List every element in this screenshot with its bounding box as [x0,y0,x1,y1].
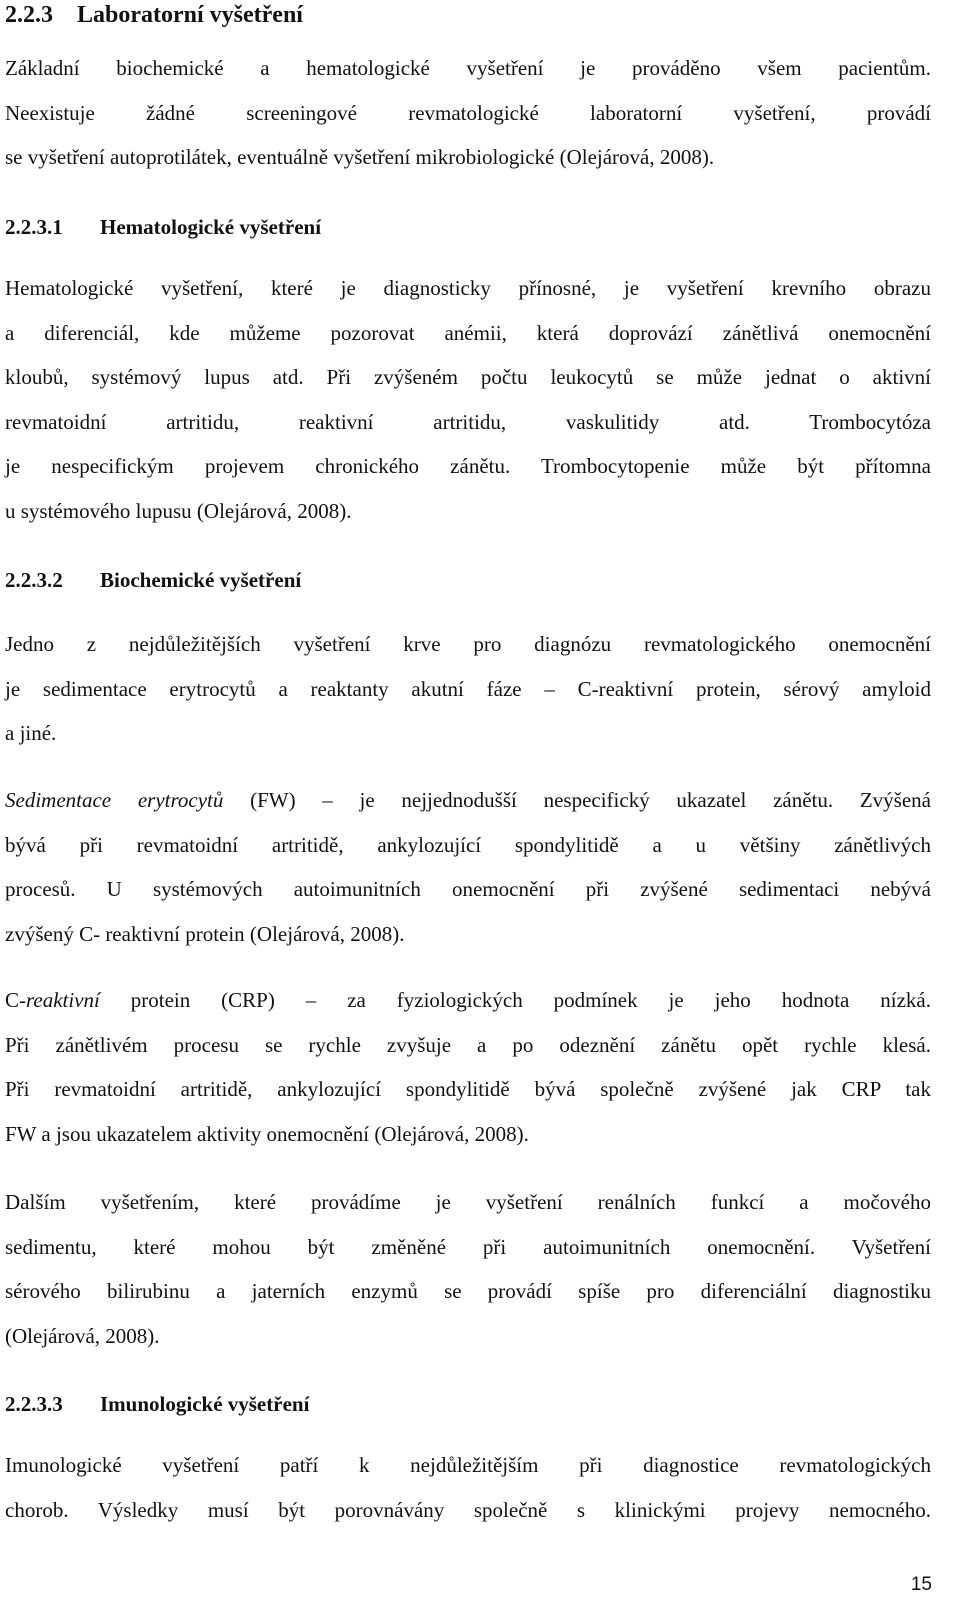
text-line: Imunologické vyšetření patří k nejdůležitějším při diagnostice revmatologických [5,1453,931,1477]
term-sedimentation: Sedimentace erytrocytů [5,788,224,812]
text-line: Jedno z nejdůležitějších vyšetření krve pro diagnózu revmatologického onemocnění [5,632,931,656]
text-line: a jiné. [5,721,57,746]
biochemistry-paragraph-sedimentation [5,778,931,956]
text-line: Základní biochemické a hematologické vyšetření je prováděno všem pacientům. [5,56,931,80]
text-line: se vyšetření autoprotilátek, eventuálně vyšetření mikrobiologické (Olejárová, 2008). [5,145,715,170]
text-fragment: protein (CRP) – za fyziologických podmínek je jeho hodnota nízká. [99,988,931,1012]
text-line: u systémového lupusu (Olejárová, 2008). [5,498,352,523]
text-line: FW a jsou ukazatelem aktivity onemocnění (Olejárová, 2008). [5,1121,529,1146]
text-line: Neexistuje žádné screeningové revmatologické laboratorní vyšetření, provádí [5,100,931,125]
section-number: 2.2.3 [5,2,53,28]
subsection-heading-hematology [5,213,321,241]
subsection-heading-biochemistry [5,566,301,594]
subsection-title: Imunologické vyšetření [100,1392,310,1416]
text-line: je nespecifickým projevem chronického zánětu. Trombocytopenie může být přítomna [5,454,931,479]
text-line: Při revmatoidní artritidě, ankylozující spondylitidě bývá společně zvýšené jak CRP tak [5,1077,931,1102]
text-line: sérového bilirubinu a jaterních enzymů se provádí spíše pro diferenciální diagnostiku [5,1279,931,1304]
text-line: sedimentu, které mohou být změněné při autoimunitních onemocnění. Vyšetření [5,1234,931,1259]
section-intro-paragraph [5,46,931,180]
text-line: Dalším vyšetřením, které provádíme je vyšetření renálních funkcí a močového [5,1190,931,1214]
immunology-paragraph [5,1443,931,1532]
text-line: bývá při revmatoidní artritidě, ankylozující spondylitidě a u většiny zánětlivých [5,832,931,857]
text-line: procesů. U systémových autoimunitních onemocnění při zvýšené sedimentaci nebývá [5,877,931,902]
subsection-number: 2.2.3.2 [5,568,63,592]
subsection-title: Hematologické vyšetření [100,215,322,239]
text-line: je sedimentace erytrocytů a reaktanty akutní fáze – C-reaktivní protein, sérový amyloid [5,676,931,701]
text-line: zvýšený C- reaktivní protein (Olejárová, 2008). [5,921,405,946]
text-line [5,978,931,1023]
text-line [5,778,931,823]
text-line: a diferenciál, kde můžeme pozorovat anémii, která doprovází zánětlivá onemocnění [5,320,931,345]
subsection-heading-immunology [5,1390,309,1418]
text-line: (Olejárová, 2008). [5,1323,160,1348]
subsection-number: 2.2.3.1 [5,215,63,239]
page-number: 15 [910,1574,932,1595]
hematology-paragraph [5,266,931,534]
biochemistry-paragraph-1 [5,622,931,756]
text-fragment: C- [5,988,26,1012]
text-line: kloubů, systémový lupus atd. Při zvýšeném počtu leukocytů se může jednat o aktivní [5,365,931,390]
subsection-title: Biochemické vyšetření [100,568,302,592]
term-reactive: reaktivní [26,988,100,1012]
biochemistry-paragraph-crp [5,978,931,1156]
subsection-number: 2.2.3.3 [5,1392,63,1416]
section-heading [5,0,303,30]
section-title: Laboratorní vyšetření [77,2,303,28]
text-line: chorob. Výsledky musí být porovnávány společně s klinickými projevy nemocného. [5,1497,931,1522]
text-fragment: (FW) – je nejjednodušší nespecifický ukazatel zánětu. Zvýšená [223,788,931,812]
text-line: Hematologické vyšetření, které je diagnosticky přínosné, je vyšetření krevního obrazu [5,276,931,300]
text-line: revmatoidní artritidu, reaktivní artritidu, vaskulitidy atd. Trombocytóza [5,409,931,434]
biochemistry-paragraph-renal [5,1180,931,1358]
text-line: Při zánětlivém procesu se rychle zvyšuje a po odeznění zánětu opět rychle klesá. [5,1032,931,1057]
